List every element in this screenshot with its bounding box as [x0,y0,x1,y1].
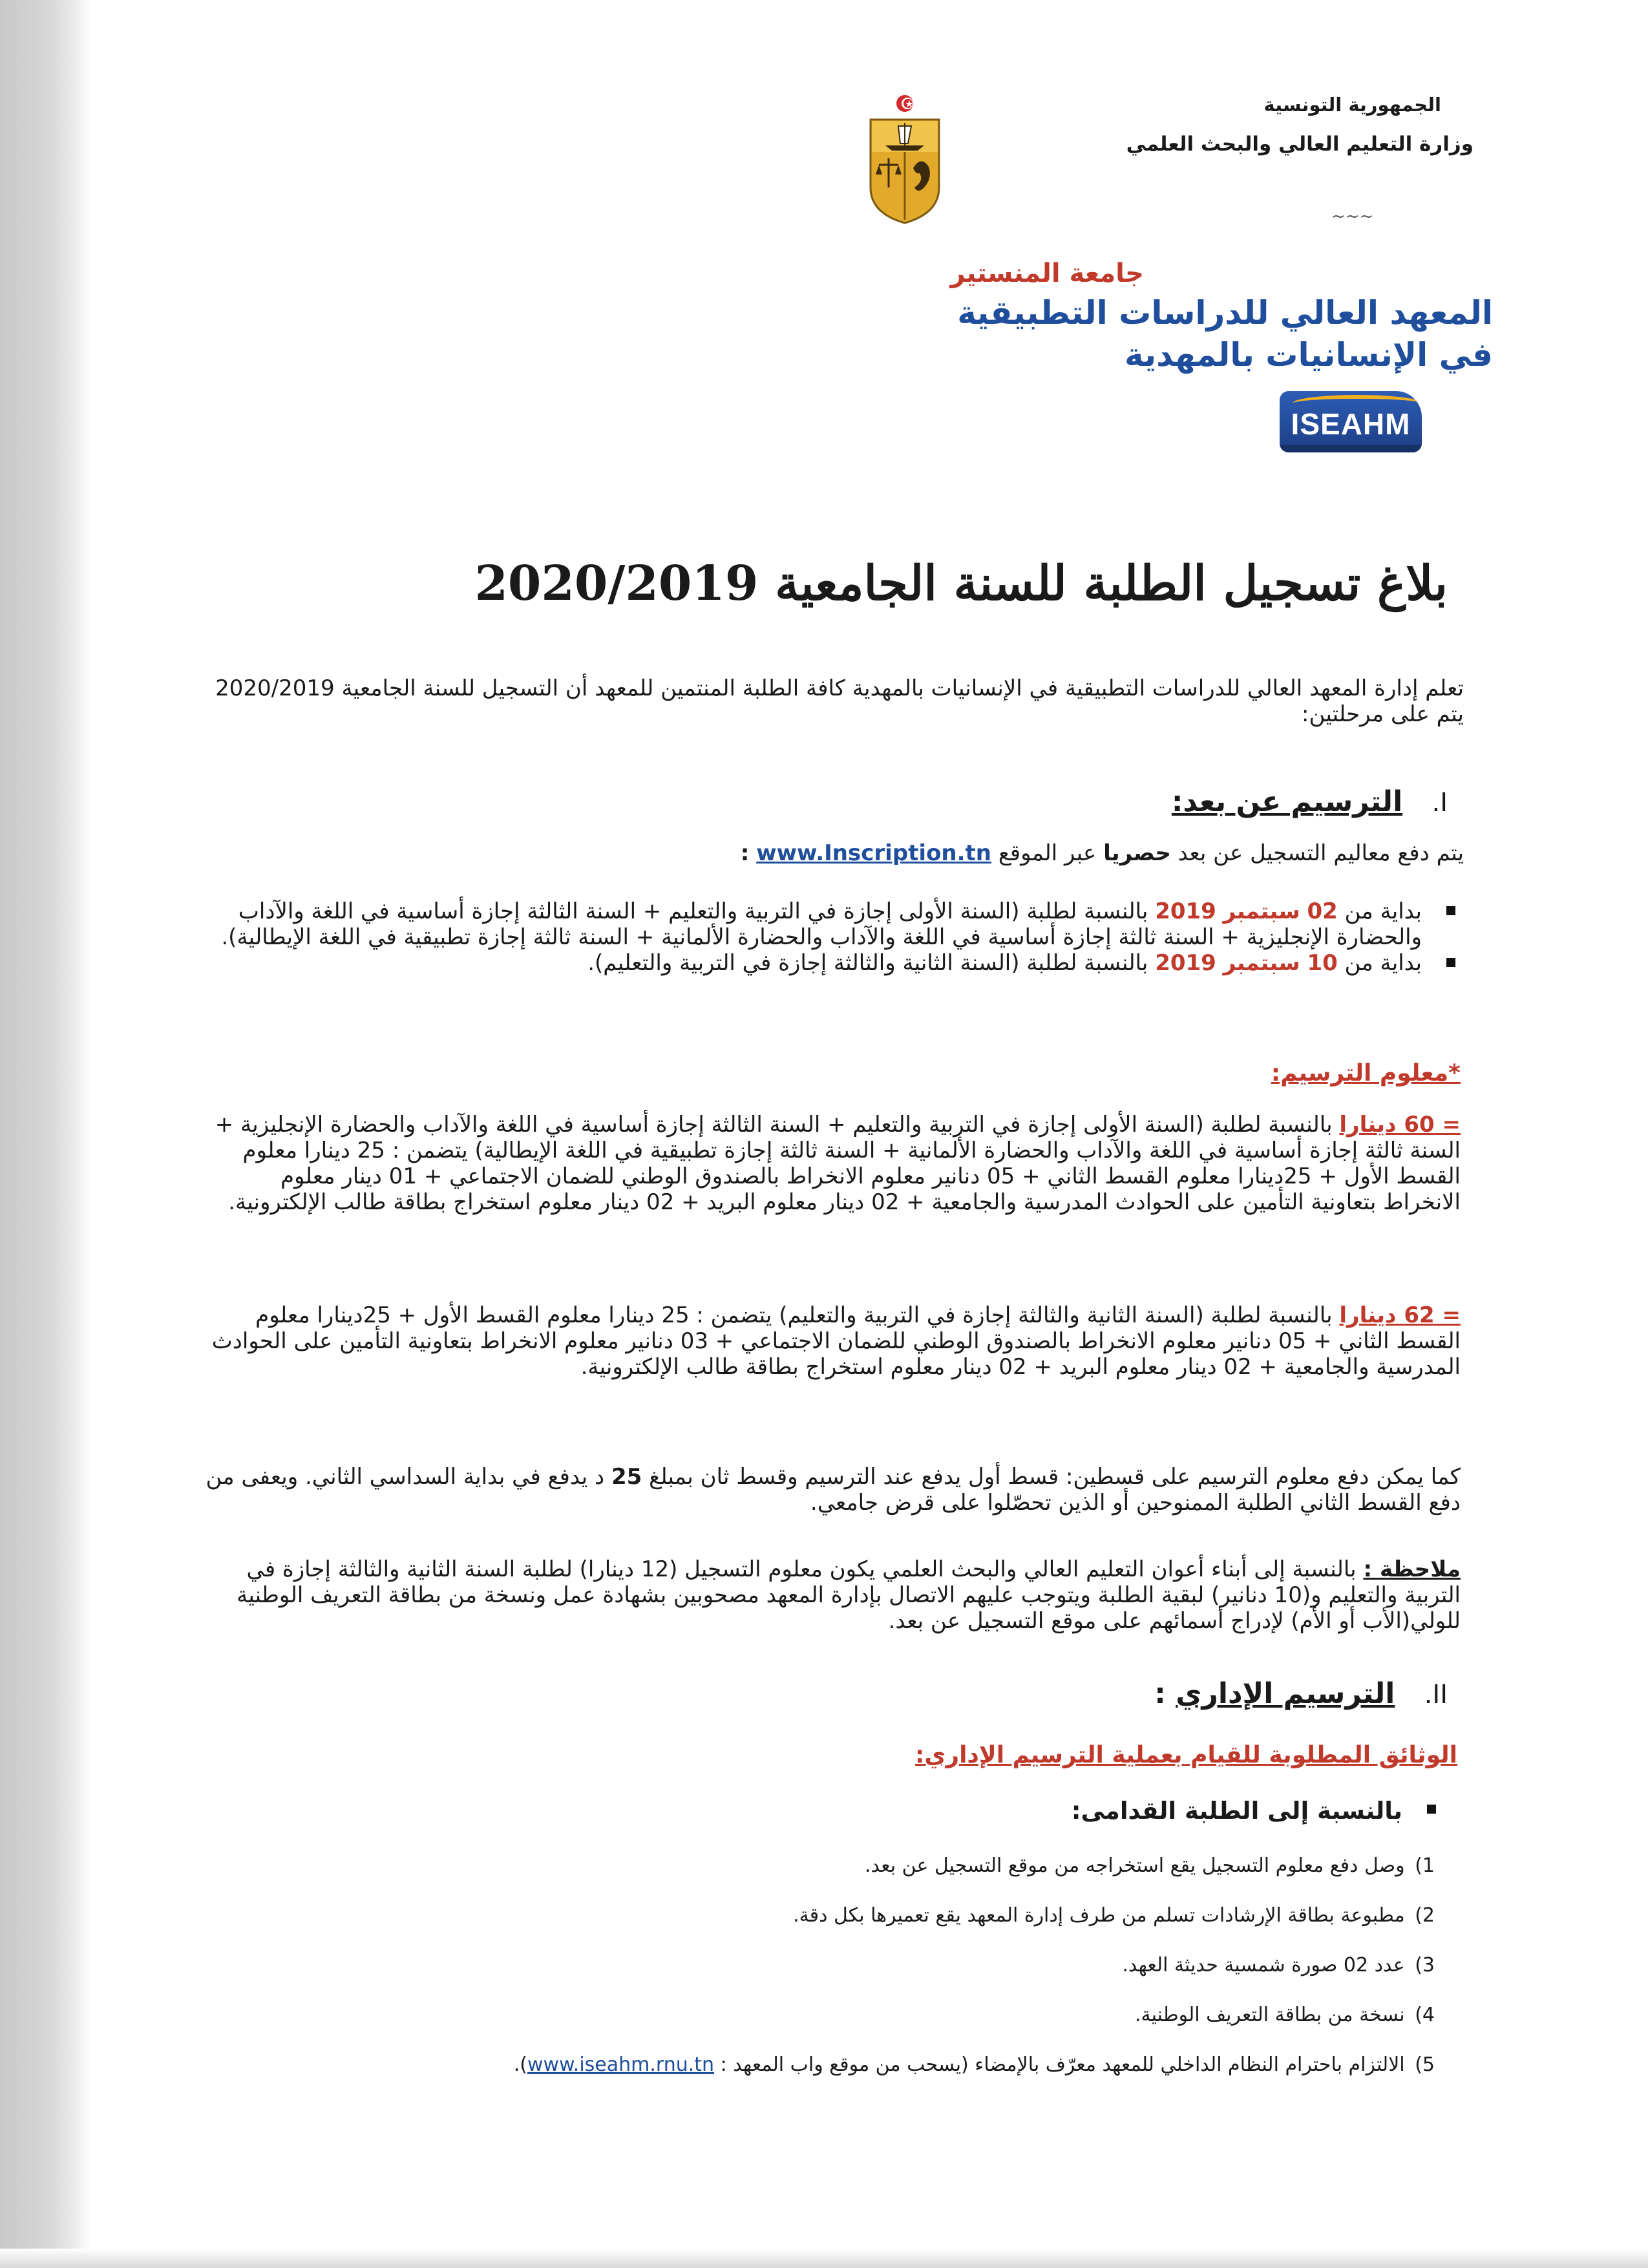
fee-62-text: بالنسبة لطلبة (السنة الثانية والثالثة إجازة في التربية والتعليم) يتضمن : 25 دينارا معلوم القسط الأول + 25دينارا معلوم القسط الثاني + 05 دنانير معلوم الانخراط بالصندوق الوطني للضمان الاجتماعي + 03 دنانير معلوم الانخراط بتعاونية التأمين على الحوادث المدرسية والجامعية + 02 دينار معلوم البريد + 02 دينار معلوم استخراج بطاقة طالب الإلكترونية. [211,1302,1461,1380]
document-number: 4) [1415,2004,1435,2026]
section2-title-colon: : [1154,1677,1176,1710]
note-text: بالنسبة إلى أبناء أعوان التعليم العالي والبحث العلمي يكون معلوم التسجيل (12 دينارا) لطلبة السنة الثانية والثالثة إجازة في التربية والتعليم و(10 دنانير) لبقية الطلبة ويتوجب عليهم الاتصال بإدارة المعهد مصحوبين بشهادة عمل ونسخة من بطاقة التعريف الوطنية للولي(الأب أو الأم) لإدراج أسمائهم على موقع التسجيل عن بعد. [237,1556,1461,1634]
document-text-end: ). [513,2053,527,2076]
fees-heading: *معلوم الترسيم: [1271,1060,1461,1086]
iseahm-logo [1280,391,1422,452]
document-text: الالتزام باحترام النظام الداخلي للمعهد معرّف بالإمضاء (يسحب من موقع واب المعهد : [720,2053,1405,2076]
inscription-site-link[interactable]: www.Inscription.tn [756,840,992,866]
lead-exclusive: حصريا [1103,840,1171,866]
section2-number: II. [1424,1680,1448,1710]
document-text: وصل دفع معلوم التسجيل يقع استخراجه من موقع التسجيل عن بعد. [865,1854,1405,1877]
required-documents-heading: الوثائق المطلوبة للقيام بعملية الترسيم الإداري: [914,1742,1457,1768]
bullet-month: سبتمبر [1223,950,1300,976]
fee-60-text: بالنسبة لطلبة (السنة الأولى إجازة في التربية والتعليم + السنة الثالثة إجازة أساسية في اللغة والآداب والحضارة الإنجليزية + السنة ثالثة إجازة أساسية في اللغة والآداب والحضارة الألمانية + السنة ثالثة إجازة تطبيقية في اللغة الإيطالية) يتضمن : 25 دينارا معلوم القسط الأول + 25دينارا معلوم القسط الثاني + 05 دنانير معلوم الانخراط بالصندوق الوطني للضمان الاجتماعي + 01 دينار معلوم الانخراط بتعاونية التأمين على الحوادث المدرسية والجامعية + 02 دينار معلوم البريد + 02 دينار معلوم استخراج بطاقة طالب الإلكترونية. [215,1112,1461,1215]
separator-tilde: ~~~ [1331,207,1374,226]
institute-name-line2: في الإنسانيات بالمهدية [1125,336,1493,374]
logo-strip [1280,445,1422,452]
installments-text-before: كما يمكن دفع معلوم الترسيم على قسطين: قسط أول يدفع عند الترسيم وقسط ثان بمبلغ [649,1464,1461,1490]
document-number: 3) [1415,1954,1435,1977]
bullet-start: بداية من [1344,950,1422,976]
document-item [142,2053,1435,2077]
fee-62-paragraph [200,1302,1461,1380]
document-text: مطبوعة بطاقة الإرشادات تسلم من طرف إدارة المعهد يقع تعميرها بكل دقة. [793,1904,1405,1927]
fee-60-amount: = 60 دينارا [1339,1112,1461,1138]
logo-text: ISEAHM [1291,407,1411,441]
section2-heading [931,1677,1448,1710]
note-paragraph [200,1556,1461,1634]
bullet-text: بالنسبة لطلبة (السنة الأولى إجازة في التربية والتعليم + السنة الثالثة إجازة أساسية في اللغة والآداب والحضارة الإنجليزية + السنة ثالثة إجازة أساسية في اللغة والآداب والحضارة الألمانية + السنة ثالثة إجازة تطبيقية في اللغة الإيطالية). [221,898,1422,950]
university-label: جامعة المنستير [950,259,1144,288]
old-students-label: بالنسبة إلى الطلبة القدامى: [860,1797,1441,1825]
section1-title: الترسيم عن بعد: [1171,785,1403,818]
section2-title: الترسيم الإداري [1176,1677,1395,1710]
bullet-item [213,950,1461,976]
republic-label: الجمهورية التونسية [1263,94,1441,116]
lead-via: عبر الموقع [998,840,1097,866]
section1-lead [197,840,1464,866]
lead-text: يتم دفع معاليم التسجيل عن بعد [1178,840,1464,866]
installments-amount: 25 [611,1464,642,1490]
document-text: نسخة من بطاقة التعريف الوطنية. [1134,2004,1405,2026]
bullet-start: بداية من [1344,898,1422,924]
document-number: 1) [1415,1854,1435,1877]
installments-paragraph [200,1464,1461,1516]
bullet-year: 2019 [1155,950,1216,976]
institute-name-line1: المعهد العالي للدراسات التطبيقية [957,294,1493,332]
iseahm-site-link[interactable]: www.iseahm.rnu.tn [527,2053,715,2076]
bullet-text: بالنسبة لطلبة (السنة الثانية والثالثة إجازة في التربية والتعليم). [587,950,1148,976]
document-item [142,2003,1435,2028]
ministry-label: وزارة التعليم العالي والبحث العلمي [1126,132,1474,156]
scan-edge-left [0,0,90,2268]
page-title: بلاغ تسجيل الطلبة للسنة الجامعية 2020/2019 [474,556,1448,611]
fee-62-amount: = 62 دينارا [1339,1302,1461,1328]
document-number: 5) [1415,2053,1435,2076]
document-item [142,1854,1435,1878]
document-number: 2) [1415,1904,1435,1927]
section1-bullet-list [213,898,1461,976]
document-item [142,1953,1435,1978]
bullet-month: سبتمبر [1223,898,1300,924]
intro-paragraph: تعلم إدارة المعهد العالي للدراسات التطبيقية في الإنسانيات بالمهدية كافة الطلبة المنتمين للمعهد أن التسجيل للسنة الجامعية 2020/2019 يتم على مرحلتين: [215,675,1464,727]
old-students-list [860,1797,1441,1825]
fee-60-paragraph [200,1112,1461,1215]
document-text: عدد 02 صورة شمسية حديثة العهد. [1122,1954,1405,1977]
lead-end: : [740,840,750,866]
bullet-day: 10 [1307,950,1338,976]
bullet-item [213,898,1461,950]
scan-edge-bottom [0,2249,1648,2268]
document-item [142,1903,1435,1928]
installments-text-after: د يدفع في بداية السداسي الثاني. ويعفى من دفع القسط الثاني الطلبة الممنوحين أو الذين تحصّلوا على قرض جامعي. [206,1464,1461,1516]
note-label: ملاحظة : [1363,1556,1461,1582]
bullet-year: 2019 [1155,898,1216,924]
bullet-day: 02 [1307,898,1338,924]
section1-heading [931,785,1448,818]
section1-number: I. [1431,788,1448,818]
tunisia-coat-of-arms-icon [863,90,947,226]
